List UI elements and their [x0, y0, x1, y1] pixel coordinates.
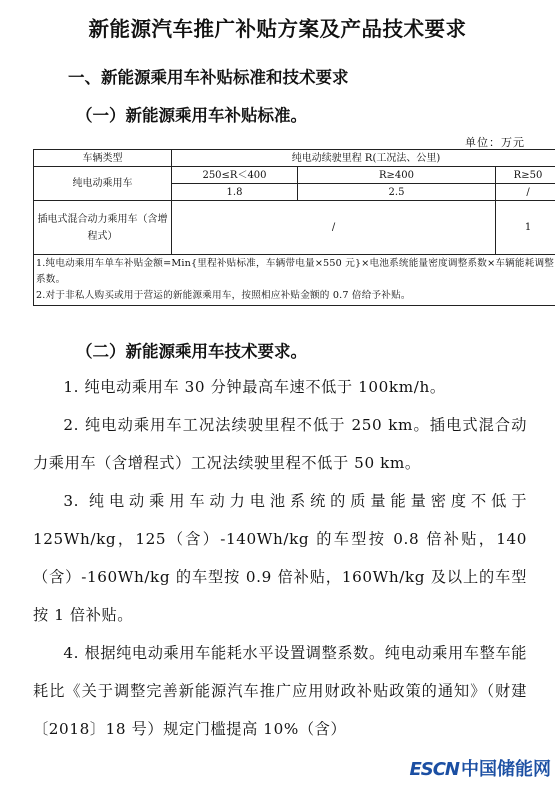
range-cell: R≥50	[496, 167, 555, 184]
range-cell: R≥400	[298, 167, 496, 184]
value-cell: /	[172, 201, 496, 255]
table-row	[34, 167, 555, 184]
watermark	[409, 755, 551, 781]
paragraph: 1. 纯电动乘用车 30 分钟最高车速不低于 100km/h。	[63, 378, 446, 396]
watermark-name: 中国储能网	[461, 759, 551, 780]
row-label-bev: 纯电动乘用车	[34, 167, 172, 201]
header-range: 纯电动续驶里程 R(工况法、公里)	[172, 150, 555, 167]
subsection-heading-tech-requirements: （二）新能源乘用车技术要求。	[76, 342, 307, 361]
value-cell: 1.8	[172, 184, 298, 201]
value-cell: /	[496, 184, 555, 201]
subsidy-table	[33, 149, 555, 306]
section-heading-1: 一、新能源乘用车补贴标准和技术要求	[68, 68, 349, 87]
subsection-heading-subsidy-standard: （一）新能源乘用车补贴标准。	[76, 106, 307, 125]
table-notes-row	[34, 255, 555, 306]
row-label-phev: 插电式混合动力乘用车（含增程式）	[34, 201, 172, 255]
document-title: 新能源汽车推广补贴方案及产品技术要求	[88, 17, 467, 41]
range-cell: 250≤R＜400	[172, 167, 298, 184]
value-cell: 2.5	[298, 184, 496, 201]
note-1: 1.纯电动乘用车单车补贴金额=Min{里程补贴标准，车辆带电量×550 元}×电池系统能量密度调整系数×车辆能耗调整系数。	[36, 258, 555, 285]
unit-label: 单位：万元	[465, 136, 525, 149]
note-2: 2.对于非私人购买或用于营运的新能源乘用车，按照相应补贴金额的 0.7 倍给予补贴。	[36, 290, 411, 301]
paragraph: 3. 纯电动乘用车动力电池系统的质量能量密度不低于 125Wh/kg，125（含）-140Wh/kg 的车型按 0.8 倍补贴，140（含）-160Wh/kg 的车型按 0.9 倍补贴，160Wh/kg 及以上的车型按 1 倍补贴。	[33, 492, 527, 624]
paragraph: 4. 根据纯电动乘用车能耗水平设置调整系数。纯电动乘用车整车能耗比《关于调整完善新能源汽车推广应用财政补贴政策的通知》（财建〔2018〕18 号）规定门槛提高 10%（含）	[33, 644, 527, 738]
body-text	[33, 368, 527, 748]
value-cell: 1	[496, 201, 555, 255]
table-row	[34, 201, 555, 255]
table-notes	[34, 255, 555, 306]
watermark-logo: ESCN	[409, 759, 459, 780]
paragraph: 2. 纯电动乘用车工况法续驶里程不低于 250 km。插电式混合动力乘用车（含增程式）工况法续驶里程不低于 50 km。	[33, 416, 527, 472]
header-vehicle-type: 车辆类型	[34, 150, 172, 167]
table-header-row	[34, 150, 555, 167]
